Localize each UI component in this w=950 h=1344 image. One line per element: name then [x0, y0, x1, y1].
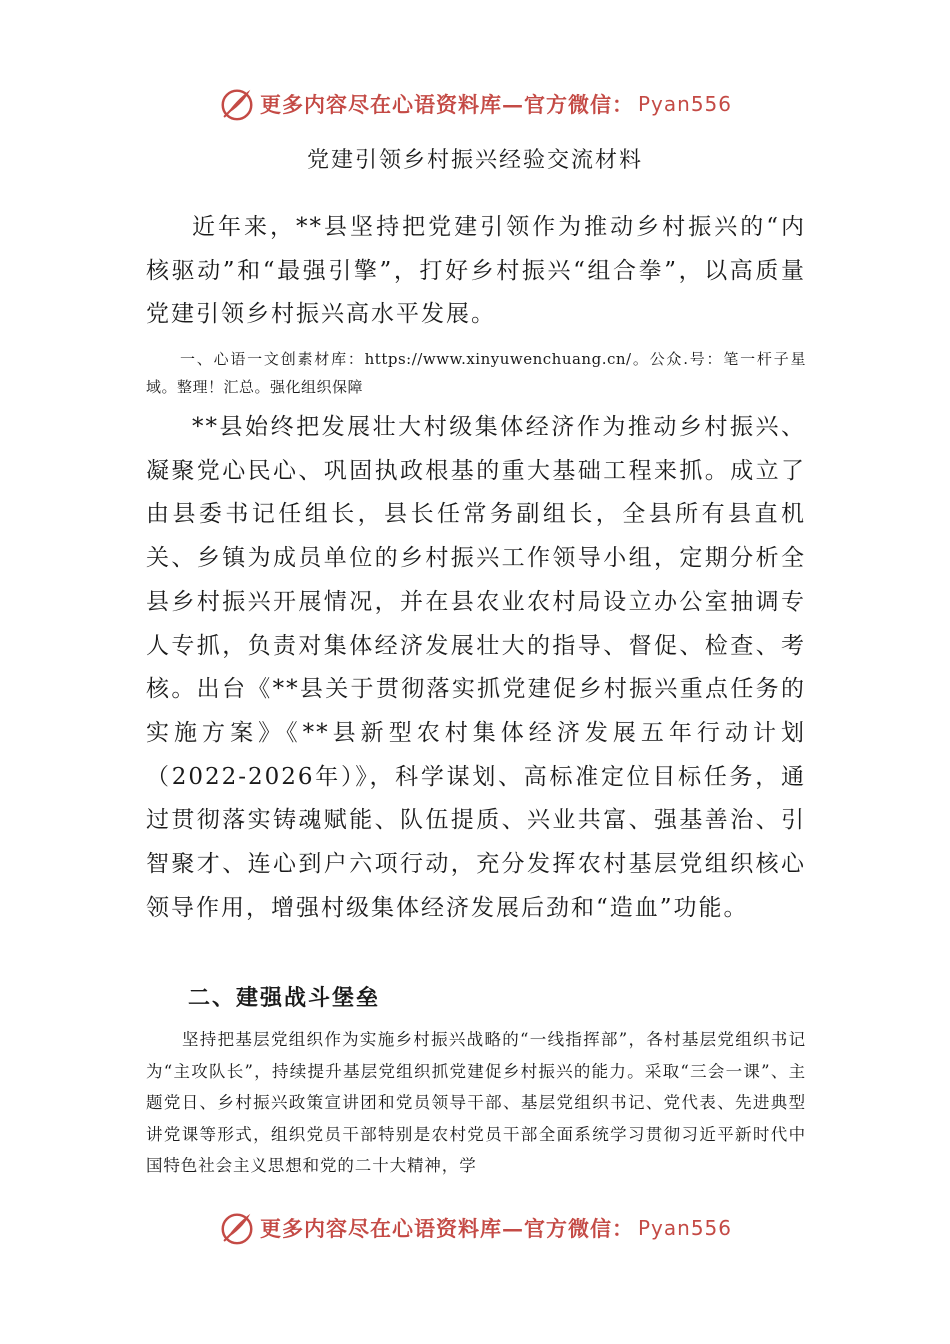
- quill-pen-logo-icon: [218, 85, 256, 123]
- header-banner: [0, 84, 950, 124]
- intro-paragraph: 近年来，**县坚持把党建引领作为推动乡村振兴的“内核驱动”和“最强引擎”，打好乡村振兴“组合拳”，以高质量党建引领乡村振兴高水平发展。: [146, 214, 806, 328]
- section1-paragraph: **县始终把发展壮大村级集体经济作为推动乡村振兴、凝聚党心民心、巩固执政根基的重大基础工程来抓。成立了由县委书记任组长，县长任常务副组长，全县所有县直机关、乡镇为成员单位的乡村振兴工作领导小组，定期分析全县乡村振兴开展情况，并在县农业农村局设立办公室抽调专人专抓，负责对集体经济发展壮大的指导、督促、检查、考核。出台《**县关于贯彻落实抓党建促乡村振兴重点任务的实施方案》《**县新型农村集体经济发展五年行动计划（2022-2026年）》，科学谋划、高标准定位目标任务，通过贯彻落实铸魂赋能、队伍提质、兴业共富、强基善治、引智聚才、连心到户六项行动，充分发挥农村基层党组织核心领导作用，增强村级集体经济发展后劲和“造血”功能。: [146, 414, 806, 921]
- quill-pen-logo-icon: [218, 1209, 256, 1247]
- banner-text: 更多内容尽在心语资料库—官方微信：: [259, 1216, 634, 1241]
- document-title: 党建引领乡村振兴经验交流材料: [306, 148, 643, 173]
- banner-wechat-id: Pyan556: [637, 1216, 732, 1240]
- section2-paragraph: 坚持把基层党组织作为实施乡村振兴战略的“一线指挥部”，各村基层党组织书记为“主攻队长”，持续提升基层党组织抓党建促乡村振兴的能力。采取“三会一课”、主题党日、乡村振兴政策宣讲团和党员领导干部、基层党组织书记、党代表、先进典型讲党课等形式，组织党员干部特别是农村党员干部全面系统学习贯彻习近平新时代中国特色社会主义思想和党的二十大精神，学: [146, 1030, 806, 1175]
- banner-text: 更多内容尽在心语资料库—官方微信：: [259, 92, 634, 117]
- section2-heading: 二、建强战斗堡垒: [188, 985, 381, 1011]
- footer-banner: [0, 1208, 950, 1248]
- section1-heading-line: 一、心语一文创素材库：https://www.xinyuwenchuang.cn/。公众.号：笔一杆子星域。整理！汇总。强化组织保障: [146, 350, 806, 396]
- banner-wechat-id: Pyan556: [637, 92, 732, 116]
